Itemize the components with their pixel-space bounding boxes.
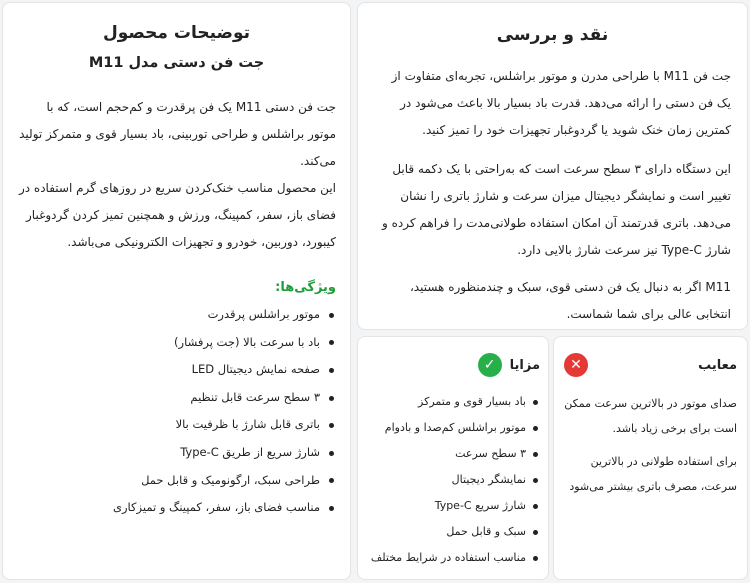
list-item: شارژ سریع از طریق Type-C	[17, 439, 336, 467]
cons-title: معایب	[698, 357, 737, 373]
review-title: نقد و بررسی	[496, 25, 609, 45]
list-item: ۳ سطح سرعت	[366, 441, 540, 467]
list-item: مناسب فضای باز، سفر، کمپینگ و تمیزکاری	[17, 494, 336, 522]
list-item: موتور براشلس کم‌صدا و بادوام	[366, 415, 540, 441]
list-item: موتور براشلس پرقدرت	[17, 301, 336, 329]
review-card	[357, 2, 748, 330]
list-item: مناسب استفاده در شرایط مختلف	[366, 545, 540, 571]
pros-card	[357, 336, 549, 580]
description-paragraph-2: این محصول مناسب خنک‌کردن سریع در روزهای گرم استفاده در فضای باز، سفر، کمپینگ، ورزش و همچنین تمیز کردن گردوغبار کیبورد، دوربین، خودرو و تجهیزات الکترونیکی می‌باشد.	[18, 181, 336, 249]
pros-header	[366, 353, 540, 377]
description-paragraph-1: جت فن دستی M11 یک فن پرقدرت و کم‌حجم است، که با موتور براشلس و طراحی توربینی، باد بسیار قوی و متمرکز تولید می‌کند.	[19, 100, 336, 168]
review-paragraph-1: جت فن M11 با طراحی مدرن و موتور براشلس، تجربه‌ای متفاوت از یک فن دستی را ارائه می‌دهد. قدرت باد بسیار بالا باعث می‌شود در کمترین زمان خنک شوید یا گردوغبار تجهیزات خود را تمیز کنید.	[391, 69, 731, 137]
check-icon: ✓	[478, 353, 502, 377]
cons-paragraph-2: برای استفاده طولانی در بالاترین سرعت، مصرف باتری بیشتر می‌شود	[569, 455, 737, 493]
list-item: ۳ سطح سرعت قابل تنظیم	[17, 384, 336, 412]
list-item: باد بسیار قوی و متمرکز	[366, 389, 540, 415]
list-item: باد با سرعت بالا (جت پرفشار)	[17, 329, 336, 357]
product-description-card	[2, 2, 351, 580]
features-heading: ویژگی‌ها:	[275, 280, 336, 295]
features-list	[17, 301, 336, 522]
pros-title: مزایا	[509, 357, 540, 373]
product-description-title: توضیحات محصول	[103, 23, 250, 43]
pros-list	[366, 389, 540, 571]
list-item: طراحی سبک، ارگونومیک و قابل حمل	[17, 467, 336, 495]
review-paragraph-3: M11 اگر به دنبال یک فن دستی قوی، سبک و چندمنظوره هستید، انتخابی عالی برای شما شماست.	[409, 280, 731, 321]
list-item: نمایشگر دیجیتال	[366, 467, 540, 493]
list-item: سبک و قابل حمل	[366, 519, 540, 545]
list-item: صفحه نمایش دیجیتال LED	[17, 356, 336, 384]
cons-header	[564, 353, 737, 377]
product-subtitle: جت فن دستی مدل M11	[88, 55, 265, 71]
x-icon: ✕	[564, 353, 588, 377]
list-item: باتری قابل شارژ با ظرفیت بالا	[17, 411, 336, 439]
cons-card	[553, 336, 748, 580]
review-paragraph-2: این دستگاه دارای ۳ سطح سرعت است که به‌راحتی با یک دکمه قابل تغییر است و نمایشگر دیجیتال میزان سرعت و شارژ باتری را نشان می‌دهد. باتری قدرتمند آن امکان استفاده طولانی‌مدت را فراهم کرده و شارژ Type-C نیز سرعت شارژ بالایی دارد.	[382, 162, 731, 257]
list-item: شارژ سریع Type-C	[366, 493, 540, 519]
cons-paragraph-1: صدای موتور در بالاترین سرعت ممکن است برای برخی زیاد باشد.	[564, 397, 737, 435]
